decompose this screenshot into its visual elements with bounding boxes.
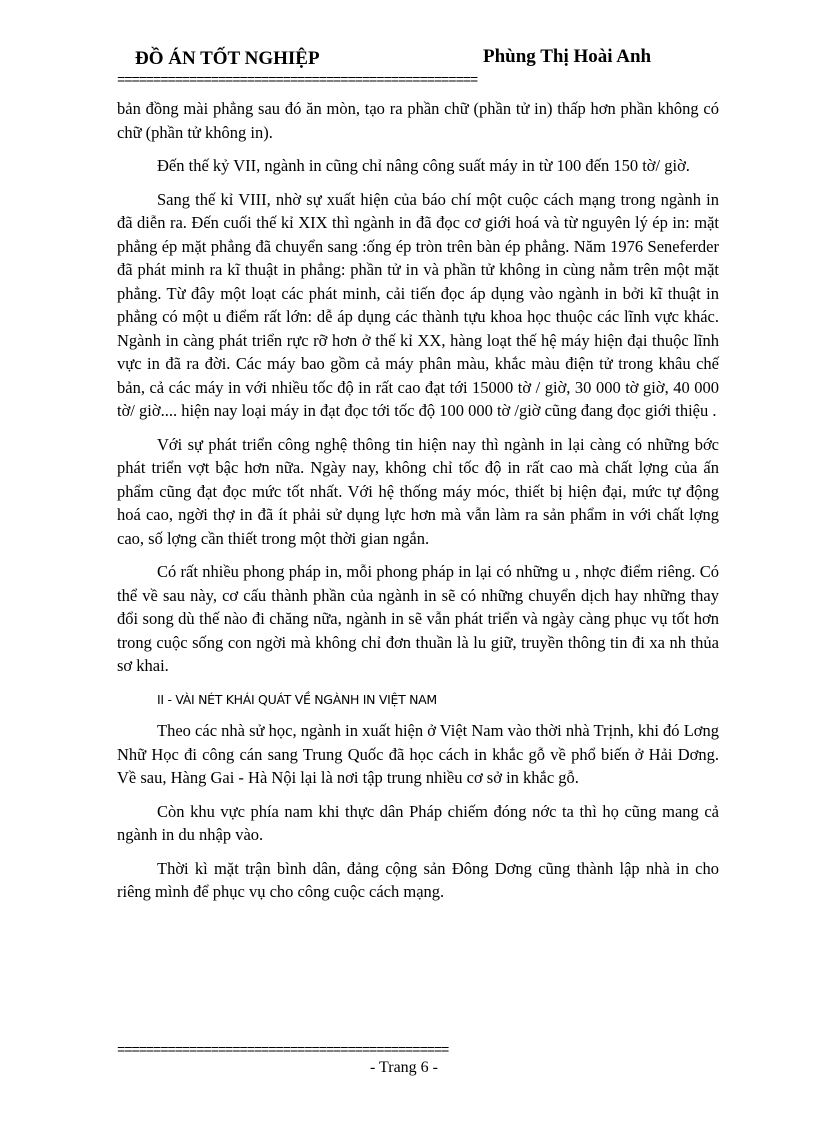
paragraph: Đến thế kỷ VII, ngành in cũng chỉ nâng công suất máy in từ 100 đến 150 tờ/ giờ.	[157, 156, 690, 175]
page-number: - Trang 6 -	[370, 1059, 439, 1076]
body-text	[117, 97, 719, 914]
paragraph: Thời kì mặt trận bình dân, đảng cộng sản Đông Dơng cũng thành lập nhà in cho riêng mình để phục vụ cho công cuộc cách mạng.	[117, 858, 719, 901]
paragraph: Với sự phát triển công nghệ thông tin hiện nay thì ngành in lại càng có những bớc phát triển vợt bậc hơn nữa. Ngày nay, không chỉ tốc độ in rất cao mà chất lợng của ấn phẩm cũng đạt đọc mức tốt nhất. Với hệ thống máy móc, thiết bị hiện đại, mức tự động hoá cao, ngời thợ in đã ít phải sử dụng lực hơn mà vẫn làm ra sản phẩm in với chất lợng cao, số lợng cần thiết trong một thời gian ngắn.	[117, 434, 719, 548]
paragraph: Theo các nhà sử học, ngành in xuất hiện ở Việt Nam vào thời nhà Trịnh, khi đó Lơng Nhữ Học đi công cán sang Trung Quốc đã học cách in khắc gỗ về phổ biến ở Hải Dơng. Về sau, Hàng Gai - Hà Nội lại là nơi tập trung nhiều cơ sở in khắc gỗ.	[117, 721, 719, 787]
footer-rule: ==============================================	[117, 1043, 449, 1059]
section-heading: II - VÀI NÉT KHÁI QUÁT VỀ NGÀNH IN VIỆT NAM	[157, 691, 437, 707]
header-rule: ==================================================	[117, 73, 478, 89]
paragraph: Có rất nhiều phong pháp in, mỗi phong pháp in lại có những u , nhợc điểm riêng. Có thể về sau này, cơ cấu thành phần của ngành in sẽ có những chuyển dịch hay những thay đổi song dù thế nào đi chăng nữa, ngành in sẽ vẫn phát triển và ngày càng phục vụ tốt hơn trong cuộc sống con ngời mà không chỉ đơn thuần là lu giữ, truyền thông tin đi xa nh thủa sơ khai.	[117, 562, 719, 675]
paragraph: bản đồng mài phẳng sau đó ăn mòn, tạo ra phần chữ (phần tử in) thấp hơn phần không có chữ (phần tử không in).	[117, 99, 719, 142]
paragraph: Sang thế kỉ VIII, nhờ sự xuất hiện của báo chí một cuộc cách mạng trong ngành in đã diễn ra. Đến cuối thế kỉ XIX thì ngành in đã đọc cơ giới hoá và từ nguyên lý ép in: mặt phẳng ép mặt phẳng đã chuyển sang :ống ép tròn trên bàn ép phẳng. Năm 1976 Seneferder đã phát minh ra kĩ thuật in phẳng: phần tử in và phần tử không in cùng nằm trên một mặt phẳng. Từ đây một loạt các phát minh, cải tiến đọc áp dụng vào ngành in bởi kĩ thuật in phẳng có một u điểm rất lớn: dễ áp dụng các thành tựu khoa học thuộc các lĩnh vực khác. Ngành in càng phát triển rực rỡ hơn ở thế kỉ XX, hàng loạt thế hệ máy hiện đại thuộc lĩnh vực in đã ra đời. Các máy bao gồm cả máy phân màu, khắc màu điện tử trong khâu chế bản, cả các máy in với nhiều tốc độ in rất cao đạt tới 15000 tờ / giờ, 30 000 tờ giờ, 40 000 tờ/ giờ.... hiện nay loại máy in đạt đọc tới tốc độ 100 000 tờ /giờ cũng đang đọc giới thiệu .	[117, 189, 719, 420]
author-name: Phùng Thị Hoài Anh	[483, 46, 652, 67]
paragraph: Còn khu vực phía nam khi thực dân Pháp chiếm đóng nớc ta thì họ cũng mang cả ngành in du nhập vào.	[117, 801, 719, 844]
document-title: ĐỒ ÁN TỐT NGHIỆP	[135, 48, 320, 69]
